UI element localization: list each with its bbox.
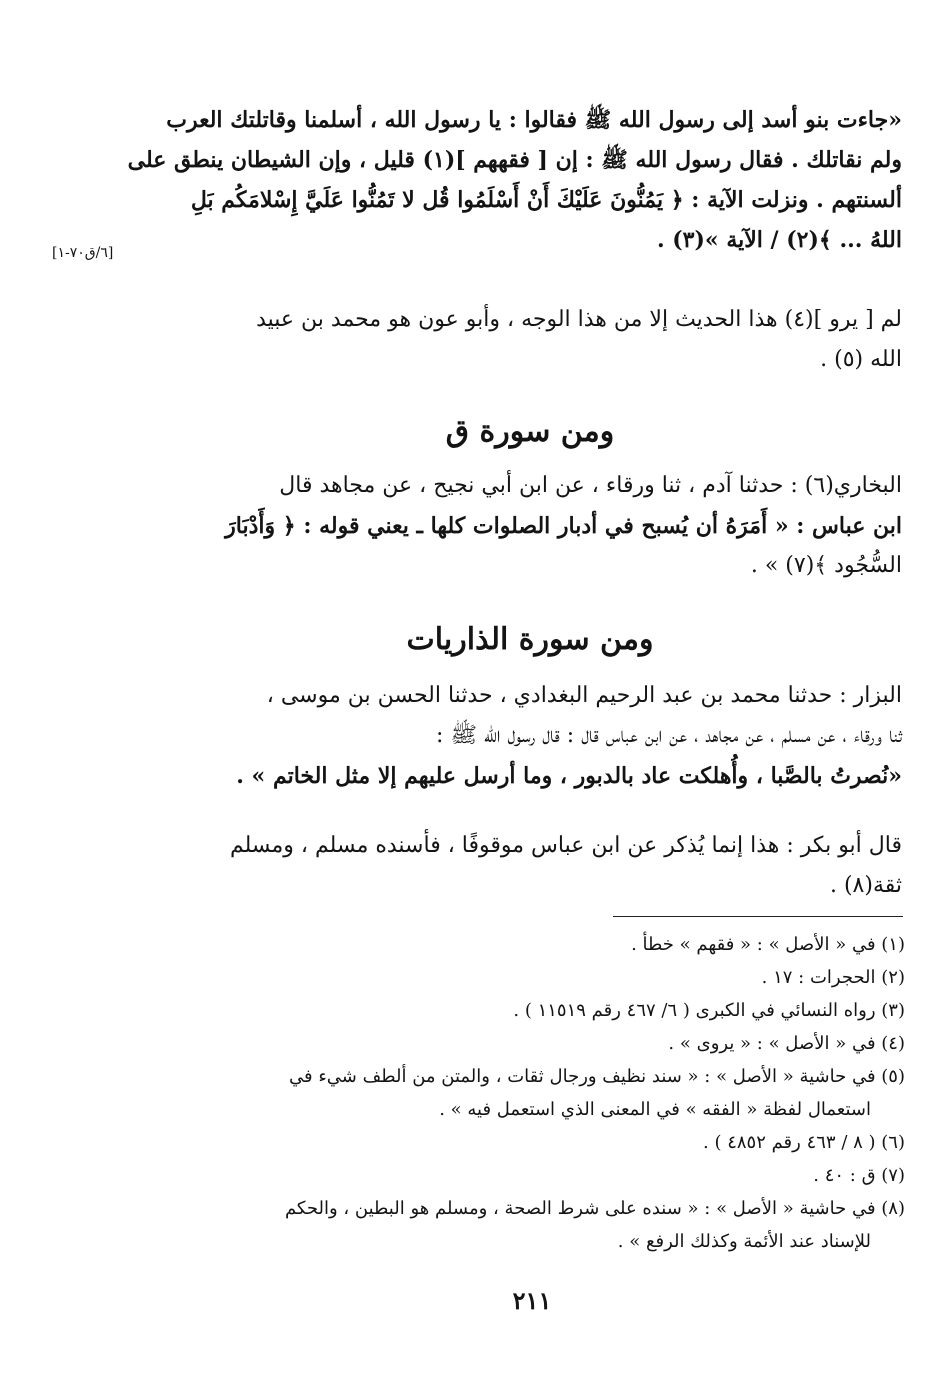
section-heading-dhariyat: ومن سورة الذاريات	[406, 622, 654, 657]
text-line: البزار : حدثنا محمد بن عبد الرحيم البغدادي ، حدثنا الحسن بن موسى ،	[266, 683, 902, 708]
text-line: ألسنتهم . ونزلت الآية : ﴿ يَمُنُّونَ عَلَيْكَ أَنْ أَسْلَمُوا قُل لا تَمُنُّوا عَلَيَّ إِسْلامَكُم بَلِ	[190, 187, 902, 213]
footnote-divider	[613, 916, 903, 917]
text-line: قال أبو بكر : هذا إنما يُذكر عن ابن عباس موقوفًا ، فأسنده مسلم ، ومسلم	[229, 833, 902, 858]
footnote: (٣) رواه النسائي في الكبرى ( ٦/ ٤٦٧ رقم ١١٥١٩ ) .	[513, 1000, 905, 1021]
footnote: (٥) في حاشية « الأصل » : « سند نظيف ورجال ثقات ، والمتن من ألطف شيء في	[289, 1066, 905, 1087]
footnote: (٤) في « الأصل » : « يروى » .	[668, 1033, 905, 1054]
dhariyat-paragraph	[180, 676, 902, 796]
footnotes	[160, 928, 905, 1258]
manuscript-folio-marker: [٦/ق٧٠-١]	[52, 245, 114, 261]
text-line: ولم نقاتلك . فقال رسول الله ﷺ : إن [ فقههم ](١) قليل ، وإن الشيطان ينطق على	[127, 147, 902, 173]
dhariyat-note-paragraph	[180, 826, 902, 906]
text-line: البخاري(٦) : حدثنا آدم ، ثنا ورقاء ، عن ابن أبي نجيح ، عن مجاهد قال	[279, 473, 902, 498]
text-line: ابن عباس : « أَمَرَهُ أن يُسبح في أدبار الصلوات كلها ـ يعني قوله : ﴿ وَأَدْبَارَ	[225, 513, 902, 539]
page-number: ٢١١	[512, 1286, 552, 1315]
footnote: (٢) الحجرات : ١٧ .	[761, 967, 905, 988]
footnote-continuation: للإسناد عند الأئمة وكذلك الرفع » .	[617, 1231, 871, 1252]
text-line: اللهُ ... ﴾(٢) / الآية »(٣) .	[656, 227, 902, 253]
hadith-paragraph	[127, 100, 902, 260]
text-line: لم [ يرو ](٤) هذا الحديث إلا من هذا الوجه ، وأبو عون هو محمد بن عبيد	[256, 307, 902, 332]
footnote-continuation: استعمال لفظة « الفقه » في المعنى الذي استعمل فيه » .	[439, 1099, 871, 1120]
section-heading-qaf: ومن سورة ق	[445, 414, 615, 449]
text-line: «نُصرتُ بالصَّبا ، وأُهلكت عاد بالدبور ، وما أرسل عليهم إلا مثل الخاتم » .	[236, 763, 902, 789]
qaf-paragraph	[180, 466, 902, 586]
text-line: الله (٥) .	[820, 347, 902, 372]
footnote: (٦) ( ٨ / ٤٦٣ رقم ٤٨٥٢ ) .	[703, 1132, 905, 1153]
text-line: ثنا ورقاء ، عن مسلم ، عن مجاهد ، عن ابن عباس قال : قال رسول الله ﷺ :	[436, 723, 902, 748]
footnote: (٧) ق : ٤٠ .	[813, 1165, 905, 1186]
text-line: «جاءت بنو أسد إلى رسول الله ﷺ فقالوا : يا رسول الله ، أسلمنا وقاتلتك العرب	[166, 107, 902, 133]
footnote: (٨) في حاشية « الأصل » : « سنده على شرط الصحة ، ومسلم هو البطين ، والحكم	[284, 1198, 905, 1219]
comment-paragraph	[180, 300, 902, 380]
text-line: ثقة(٨) .	[829, 873, 902, 898]
text-line: السُّجُود ﴾(٧) » .	[750, 553, 902, 578]
footnote: (١) في « الأصل » : « فقهم » خطأ .	[631, 934, 905, 955]
